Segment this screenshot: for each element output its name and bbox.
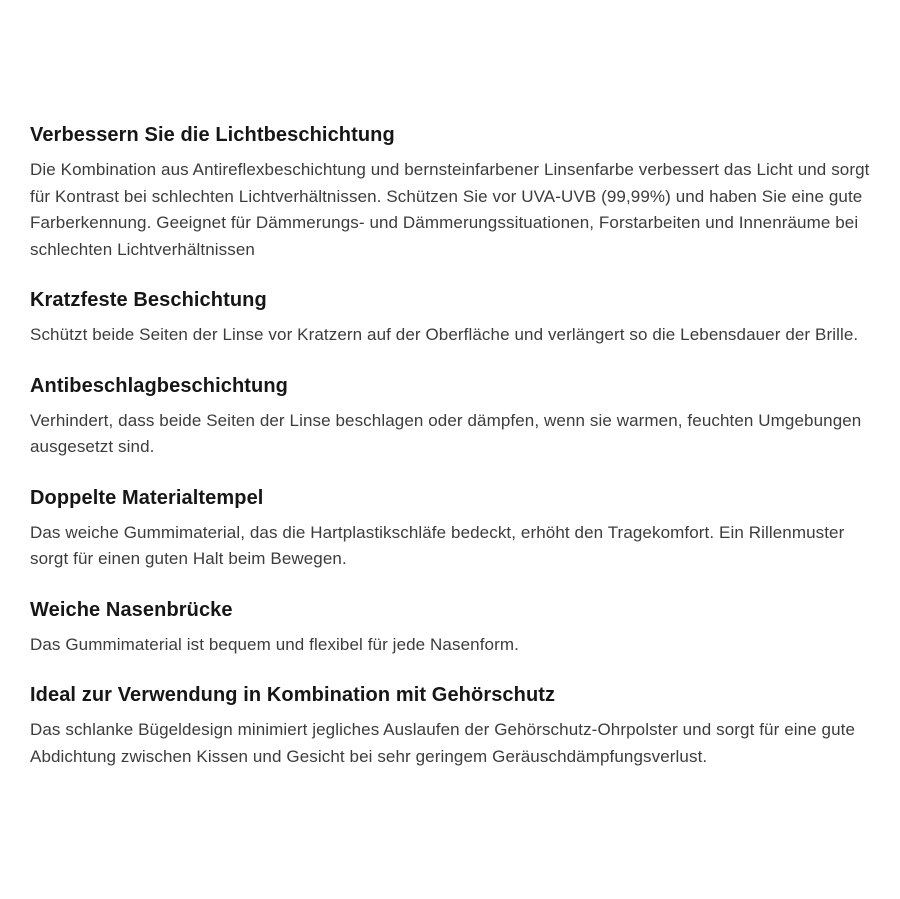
section-body: Das weiche Gummimaterial, das die Hartplastikschläfe bedeckt, erhöht den Tragekomfort. Ein Rillenmuster sorgt für einen guten Halt beim Bewegen. [30, 522, 845, 568]
section-heading: Antibeschlagbeschichtung [30, 374, 288, 397]
feature-section-soft-nose-bridge [30, 597, 870, 659]
section-body: Die Kombination aus Antireflexbeschichtung und bernsteinfarbener Linsenfarbe verbessert das Licht und sorgt für Kontrast bei schlechten Lichtverhältnissen. Schützen Sie vor UVA-UVB (99,99%) und haben Sie eine gute Farberkennung. Geeignet für Dämmerungs- und Dämmerungssituationen, Forstarbeiten und Innenräume bei schlechten Lichtverhältnissen [30, 160, 870, 259]
section-body: Verhindert, dass beide Seiten der Linse beschlagen oder dämpfen, wenn sie warmen, feuchten Umgebungen ausgesetzt sind. [30, 410, 862, 456]
feature-section-light-coating [30, 122, 870, 263]
feature-section-anti-fog [30, 373, 870, 461]
section-body: Das schlanke Bügeldesign minimiert jegliches Auslaufen der Gehörschutz-Ohrpolster und sorgt für eine gute Abdichtung zwischen Kissen und Gesicht bei sehr geringem Geräuschdämpfungsverlust. [30, 720, 856, 766]
feature-section-dual-material-temples [30, 485, 870, 573]
feature-section-scratch-resistant [30, 287, 870, 349]
section-body: Schützt beide Seiten der Linse vor Kratzern auf der Oberfläche und verlängert so die Lebensdauer der Brille. [30, 325, 859, 344]
section-body: Das Gummimaterial ist bequem und flexibel für jede Nasenform. [30, 634, 519, 654]
section-heading: Kratzfeste Beschichtung [30, 289, 267, 311]
section-heading: Weiche Nasenbrücke [30, 598, 233, 621]
feature-section-hearing-protection [30, 682, 870, 770]
section-heading: Ideal zur Verwendung in Kombination mit Gehörschutz [30, 684, 556, 706]
section-heading: Doppelte Materialtempel [30, 486, 264, 509]
section-heading: Verbessern Sie die Lichtbeschichtung [30, 124, 395, 146]
